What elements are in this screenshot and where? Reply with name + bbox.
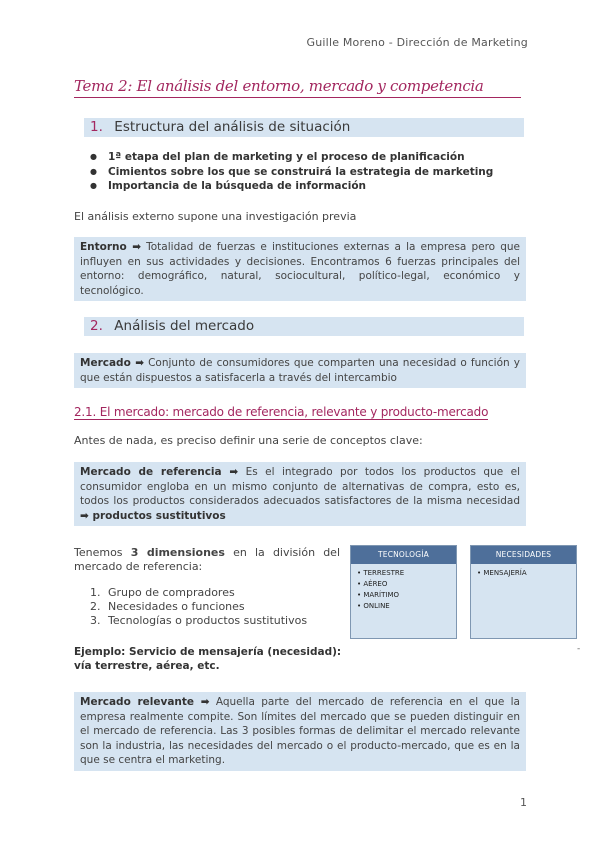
intro-paragraph: El análisis externo supone una investigación previa bbox=[74, 210, 357, 223]
card-item: • ONLINE bbox=[357, 602, 390, 610]
dims-pre: Tenemos bbox=[74, 546, 131, 559]
section-heading-2 bbox=[84, 317, 524, 336]
card-item: • AÉREO bbox=[357, 580, 388, 588]
term: Mercado de referencia ➡ bbox=[80, 466, 239, 478]
section-number: 1. bbox=[90, 119, 103, 135]
card-title: TECNOLOGÍA bbox=[351, 546, 456, 564]
card-item: • MARÍTIMO bbox=[357, 591, 399, 599]
term: Mercado relevante ➡ bbox=[80, 696, 210, 708]
term: Mercado ➡ bbox=[80, 357, 144, 369]
section-label: Análisis del mercado bbox=[114, 318, 255, 334]
diagram-card-necesidades bbox=[470, 545, 577, 639]
bullet-item: ● Cimientos sobre los que se construirá la estrategia de marketing bbox=[90, 165, 493, 180]
card-list bbox=[471, 568, 576, 579]
list-text: Necesidades o funciones bbox=[108, 600, 245, 613]
list-number: 1. bbox=[90, 586, 101, 599]
arrow-term: ➡ productos sustitutivos bbox=[80, 509, 226, 522]
subsection-heading: 2.1. El mercado: mercado de referencia, relevante y producto-mercado bbox=[74, 405, 489, 419]
intro-concepts-paragraph: Antes de nada, es preciso definir una serie de conceptos clave: bbox=[74, 434, 423, 447]
list-item bbox=[90, 614, 307, 628]
definition-box-relevante bbox=[74, 692, 526, 771]
list-text: Grupo de compradores bbox=[108, 586, 235, 599]
section-heading-1 bbox=[84, 118, 524, 137]
page-title: Tema 2: El análisis del entorno, mercado y competencia bbox=[74, 77, 521, 98]
bullet-list bbox=[90, 150, 493, 194]
section-label: Estructura del análisis de situación bbox=[114, 119, 351, 135]
list-item bbox=[90, 586, 307, 600]
list-number: 3. bbox=[90, 614, 101, 627]
dimensions-list bbox=[90, 586, 307, 628]
list-text: Tecnologías o productos sustitutivos bbox=[108, 614, 308, 627]
dimensions-paragraph bbox=[74, 546, 340, 574]
page-number: 1 bbox=[520, 796, 527, 809]
card-item: • MENSAJERÍA bbox=[477, 569, 527, 577]
definition-text: Aquella parte del mercado de referencia en el que la empresa realmente compite. Son límites del mercado que se pueden distinguir en el mercado de referencia. Las 3 posibles formas de delimitar el mercado relevante son la industria, las necesidades del mercado o el producto-mercado, que es en la que se centra el marketing. bbox=[80, 696, 520, 766]
bullet-item: ● 1ª etapa del plan de marketing y el proceso de planificación bbox=[90, 150, 493, 165]
list-item bbox=[90, 600, 307, 614]
card-item: • TERRESTRE bbox=[357, 569, 405, 577]
card-list bbox=[351, 568, 456, 612]
running-header: Guille Moreno - Dirección de Marketing bbox=[306, 36, 528, 49]
diagram-card-tecnologia bbox=[350, 545, 457, 639]
definition-box-mercado bbox=[74, 353, 526, 388]
definition-box-referencia bbox=[74, 462, 526, 526]
definition-box-entorno bbox=[74, 237, 526, 301]
card-title: NECESIDADES bbox=[471, 546, 576, 564]
dims-bold: 3 dimensiones bbox=[130, 546, 225, 559]
definition-text: Totalidad de fuerzas e instituciones externas a la empresa pero que influyen en sus actividades y decisiones. Encontramos 6 fuerzas principales del entorno: demográfico, natural, sociocultural, político-legal, económico y tecnológico. bbox=[80, 241, 521, 297]
example-text: Ejemplo: Servicio de mensajería (necesidad): vía terrestre, aérea, etc. bbox=[74, 646, 342, 672]
tick-mark: - bbox=[577, 644, 581, 654]
definition-text: Es el integrado por todos los productos que el consumidor engloba en un mismo conjunto de alternativas de compra, esto es, todos los productos considerados adecuados satisfactores de la misma necesidad bbox=[80, 466, 520, 507]
dims-post: en la división del mercado de referencia: bbox=[74, 546, 340, 573]
bullet-item: ● Importancia de la búsqueda de información bbox=[90, 179, 493, 194]
term: Entorno ➡ bbox=[80, 241, 141, 253]
list-number: 2. bbox=[90, 600, 101, 613]
definition-text: Conjunto de consumidores que comparten una necesidad o función y que están dispuestos a satisfacerla a través del intercambio bbox=[80, 357, 520, 384]
section-number: 2. bbox=[90, 318, 103, 334]
